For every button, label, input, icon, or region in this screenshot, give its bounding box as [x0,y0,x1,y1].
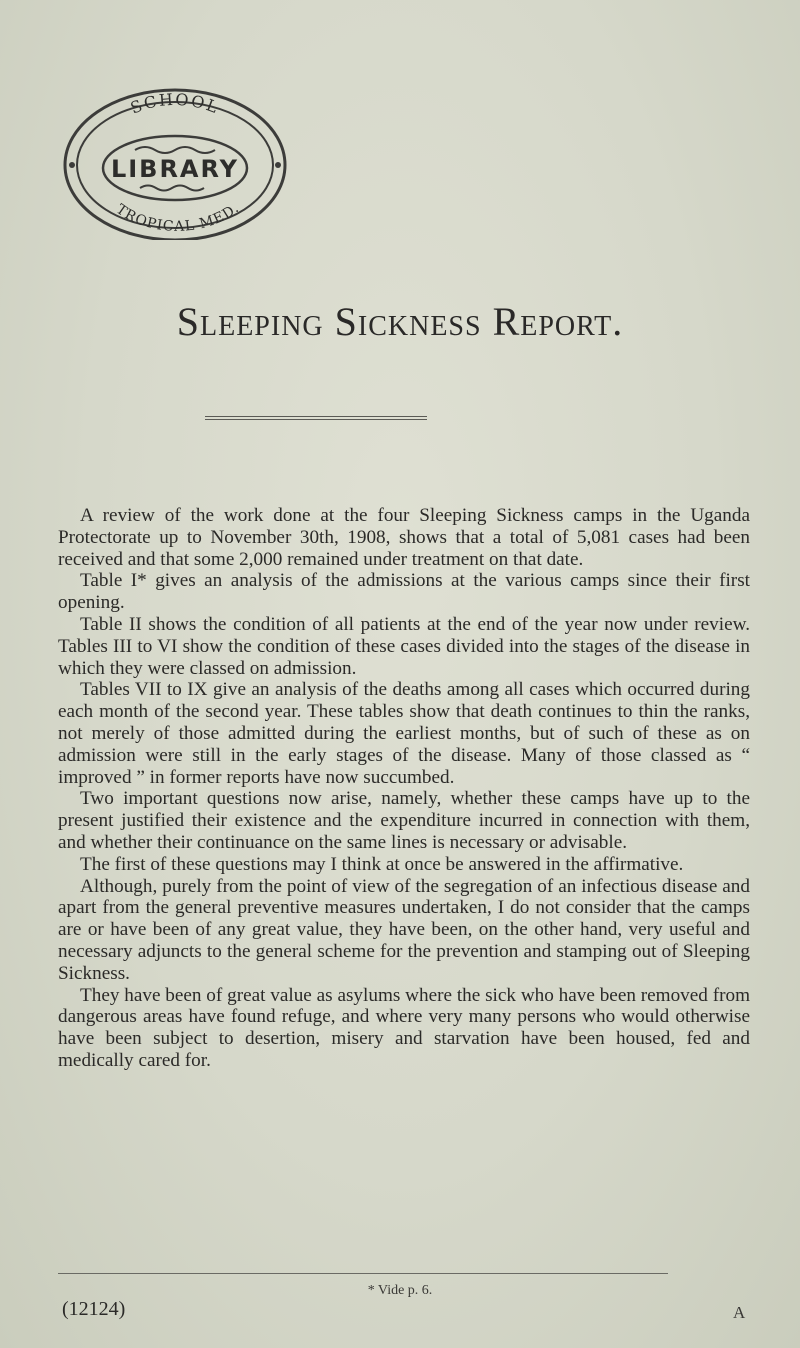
report-title: Sleeping Sickness Report. [176,299,624,344]
stamp-center-text: LIBRARY [110,155,240,183]
footnote-divider [58,1273,668,1274]
library-stamp [60,80,290,240]
paragraph: Tables VII to IX give an analysis of the deaths among all cases which occurred during each month of the second year. These tables show that death continues to thin the ranks, not merely of those admitted during the earliest months, but of such of these as on admission were still in the early stages of the disease. Many of those classed as “ improved ” in former reports have now succumbed. [58,679,750,788]
stamp-arc-bottom: TROPICAL MED. [113,200,243,235]
paragraph: Two important questions now arise, namely, whether these camps have up to the present justified their existence and the expenditure incurred in connection with them, and whether their continuance on the same lines is necessary or advisable. [58,788,750,853]
footnote: * Vide p. 6. [367,1283,433,1298]
paragraph: Table II shows the condition of all patients at the end of the year now under review. Tables III to VI show the condition of these cases divided into the stages of the disease in which they were classed on admission. [58,613,750,679]
paragraph: A review of the work done at the four Sleeping Sickness camps in the Uganda Protectorate up to November 30th, 1908, shows that a total of 5,081 cases had been received and that some 2,000 remained under treatment on that date. [58,505,750,570]
stamp-arc-top: SCHOOL [127,89,223,118]
svg-text:TROPICAL MED. [113,200,243,235]
paragraph: They have been of great value as asylums where the sick who have been removed from dangerous areas have found refuge, and where very many persons who would otherwise have been subject to desertion, misery and starvation have been housed, fed and medically cared for. [58,984,750,1071]
signature-letter: A [733,1303,746,1322]
report-body [58,505,750,1072]
paragraph: Table I* gives an analysis of the admissions at the various camps since their first opening. [58,570,750,614]
title-divider [205,416,427,423]
paragraph: Although, purely from the point of view of the segregation of an infectious disease and apart from the general preventive measures undertaken, I do not consider that the camps are or have been of any great value, they have been, on the other hand, very useful and necessary adjuncts to the general scheme for the prevention and stamping out of Sleeping Sickness. [58,875,750,984]
paragraph: The first of these questions may I think at once be answered in the affirmative. [80,853,684,875]
print-code: (12124) [62,1298,126,1320]
